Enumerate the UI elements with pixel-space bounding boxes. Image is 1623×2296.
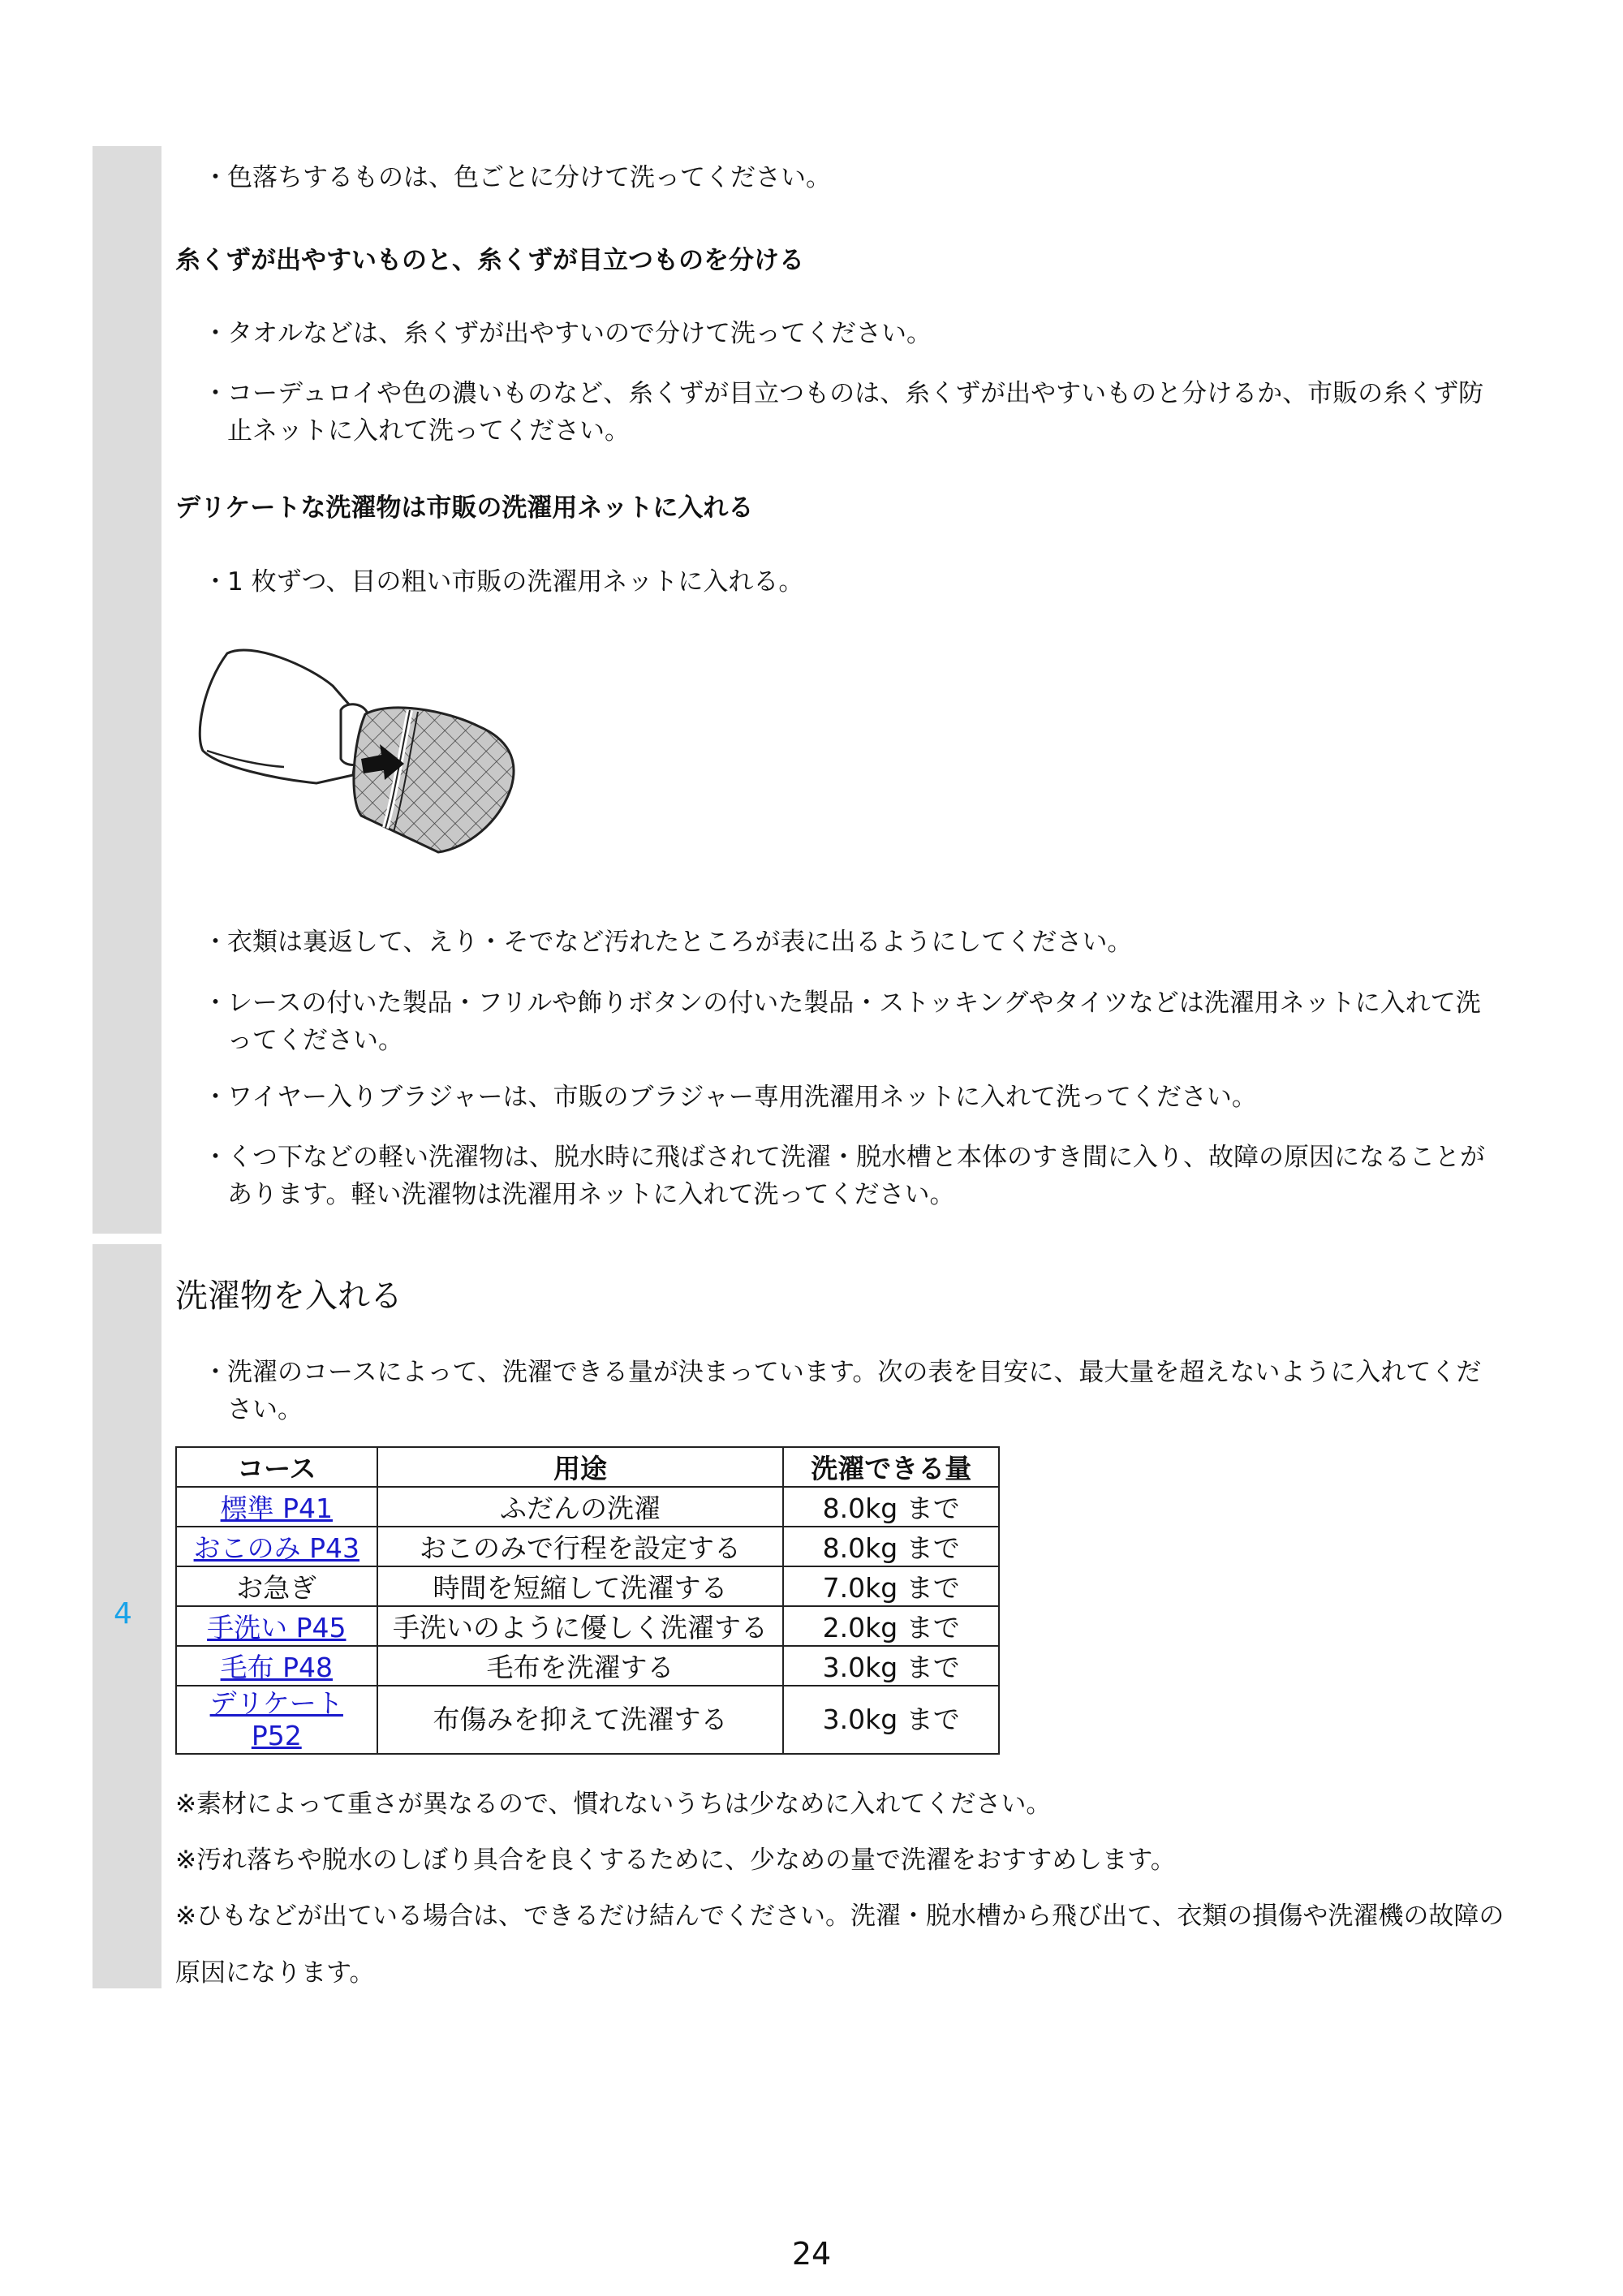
list-item-text: くつ下などの軽い洗濯物は、脱水時に飛ばされて洗濯・脱水槽と本体のすき間に入り、故障の原因になることがあります。軽い洗濯物は洗濯用ネットに入れて洗ってください。 [227, 1143, 1485, 1209]
list-item [203, 1139, 1485, 1213]
course-link-delicate[interactable] [176, 1686, 377, 1754]
list-item [203, 159, 1485, 196]
table-cell-use: ふだんの洗濯 [377, 1487, 784, 1527]
note-strings: ※ひもなどが出ている場合は、できるだけ結んでください。洗濯・脱水槽から飛び出て、衣類の損傷や洗濯機の故障の原因になります。 [175, 1902, 1505, 1988]
table-cell-amount: 3.0kg まで [783, 1686, 999, 1754]
table-cell-amount: 2.0kg まで [783, 1606, 999, 1646]
list-item [203, 375, 1485, 450]
table-cell-course: お急ぎ [176, 1566, 377, 1606]
bullet-dot: ・ [203, 989, 228, 1018]
table-row [176, 1527, 999, 1566]
list-item-text: 1 枚ずつ、目の粗い市販の洗濯用ネットに入れる。 [227, 567, 804, 597]
column-header-course: コース [176, 1447, 377, 1487]
table-cell-amount: 8.0kg まで [783, 1487, 999, 1527]
list-item [203, 984, 1485, 1059]
column-header-amount: 洗濯できる量 [783, 1447, 999, 1487]
table-cell-amount: 3.0kg まで [783, 1646, 999, 1686]
list-item-text: ワイヤー入りブラジャーは、市販のブラジャー専用洗濯用ネットに入れて洗ってください。 [227, 1083, 1257, 1112]
table-cell-amount: 8.0kg まで [783, 1527, 999, 1566]
laundry-net-illustration [187, 637, 544, 864]
course-link-okonomi[interactable]: おこのみ P43 [176, 1527, 377, 1566]
bullet-dot: ・ [203, 319, 228, 348]
bullet-dot: ・ [203, 1358, 228, 1387]
list-item-text: 洗濯のコースによって、洗濯できる量が決まっています。次の表を目安に、最大量を超えないように入れてください。 [227, 1358, 1482, 1424]
table-cell-use: 布傷みを抑えて洗濯する [377, 1686, 784, 1754]
table-cell-amount: 7.0kg まで [783, 1566, 999, 1606]
course-link-handwash[interactable]: 手洗い P45 [176, 1606, 377, 1646]
section-title: 洗濯物を入れる [175, 1277, 403, 1315]
list-item-text: タオルなどは、糸くずが出やすいので分けて洗ってください。 [227, 319, 932, 348]
table-row [176, 1646, 999, 1686]
table-row [176, 1487, 999, 1527]
list-item [203, 1079, 1485, 1116]
list-item [203, 563, 1485, 601]
table-cell-use: 時間を短縮して洗濯する [377, 1566, 784, 1606]
course-link-delicate-line1: デリケート [209, 1687, 343, 1719]
list-item [203, 1354, 1485, 1428]
table-row [176, 1566, 999, 1606]
bullet-dot: ・ [203, 163, 228, 192]
table-cell-use: 毛布を洗濯する [377, 1646, 784, 1686]
course-link-blanket[interactable]: 毛布 P48 [176, 1646, 377, 1686]
bullet-dot: ・ [203, 567, 228, 597]
course-link-standard[interactable]: 標準 P41 [176, 1487, 377, 1527]
list-item [203, 315, 1485, 352]
table-row [176, 1686, 999, 1754]
heading-delicate: デリケートな洗濯物は市販の洗濯用ネットに入れる [175, 493, 754, 523]
page-number: 24 [791, 2236, 832, 2272]
heading-lint: 糸くずが出やすいものと、糸くずが目立つものを分ける [175, 246, 804, 275]
bullet-dot: ・ [203, 928, 228, 957]
chapter-number: 4 [114, 1597, 132, 1630]
table-cell-use: おこのみで行程を設定する [377, 1527, 784, 1566]
table-header-row [176, 1447, 999, 1487]
bullet-dot: ・ [203, 1143, 228, 1172]
note-material: ※素材によって重さが異なるので、慣れないうちは少なめに入れてください。 [175, 1790, 1052, 1819]
table-cell-use: 手洗いのように優しく洗濯する [377, 1606, 784, 1646]
list-item-text: レースの付いた製品・フリルや飾りボタンの付いた製品・ストッキングやタイツなどは洗濯用ネットに入れて洗ってください。 [227, 989, 1481, 1055]
course-capacity-table [175, 1446, 1000, 1755]
note-small-amount: ※汚れ落ちや脱水のしぼり具合を良くするために、少なめの量で洗濯をおすすめします。 [175, 1846, 1176, 1875]
list-item-text: 衣類は裏返して、えり・そでなど汚れたところが表に出るようにしてください。 [227, 928, 1133, 957]
list-item [203, 924, 1485, 961]
bullet-dot: ・ [203, 1083, 228, 1112]
table-row [176, 1606, 999, 1646]
list-item-text: 色落ちするものは、色ごとに分けて洗ってください。 [227, 163, 831, 192]
bullet-dot: ・ [203, 379, 228, 408]
column-header-use: 用途 [377, 1447, 784, 1487]
sidebar-band-top [93, 146, 161, 1234]
course-link-delicate-line2: P52 [251, 1720, 302, 1751]
list-item-text: コーデュロイや色の濃いものなど、糸くずが目立つものは、糸くずが出やすいものと分けるか、市販の糸くず防止ネットに入れて洗ってください。 [227, 379, 1484, 446]
